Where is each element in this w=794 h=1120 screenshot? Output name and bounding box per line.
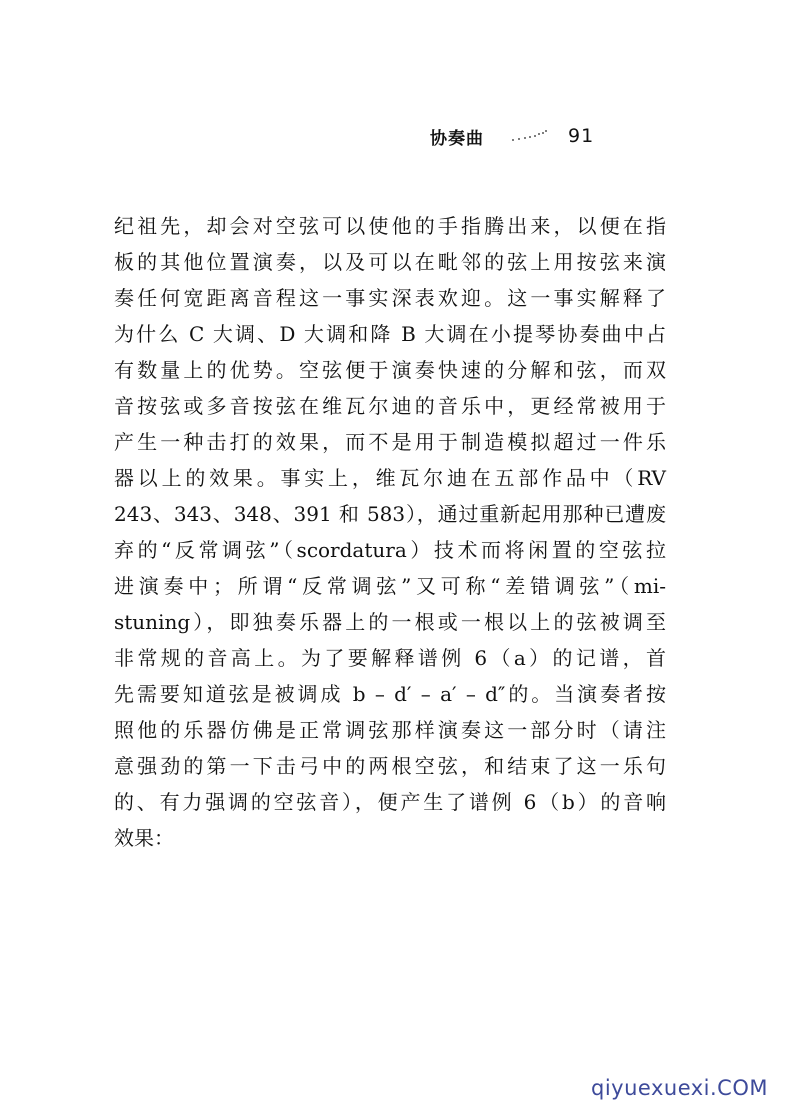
ornament-dots <box>510 129 550 143</box>
text-line: 效果： <box>114 826 174 850</box>
running-title: 协奏曲 <box>430 128 484 149</box>
text-line: 音按弦或多音按弦在维瓦尔迪的音乐中，更经常被用于 <box>114 394 666 418</box>
text-line: 弃的“反常调弦”（scordatura）技术而将闲置的空弦拉 <box>114 538 666 562</box>
text-line: 照他的乐器仿佛是正常调弦那样演奏这一部分时（请注 <box>114 718 666 742</box>
text-line: 奏任何宽距离音程这一事实深表欢迎。这一事实解释了 <box>114 286 666 310</box>
body-paragraph <box>114 208 666 856</box>
text-line: 非常规的音高上。为了要解释谱例 6（a）的记谱，首 <box>114 646 666 670</box>
text-line: 意强劲的第一下击弓中的两根空弦，和结束了这一乐句 <box>114 754 666 778</box>
text-line: 的、有力强调的空弦音），便产生了谱例 6（b）的音响 <box>114 790 666 814</box>
site-watermark: qiyuexuexi.COM <box>591 1076 768 1100</box>
text-line: 243、343、348、391 和 583），通过重新起用那种已遭废 <box>114 502 666 526</box>
running-head <box>430 122 594 150</box>
text-line: 板的其他位置演奏，以及可以在毗邻的弦上用按弦来演 <box>114 250 666 274</box>
text-line: 有数量上的优势。空弦便于演奏快速的分解和弦，而双 <box>114 358 666 382</box>
text-line: 进演奏中；所谓“反常调弦”又可称“差错调弦”（mi- <box>114 574 666 598</box>
text-line: 器以上的效果。事实上，维瓦尔迪在五部作品中（RV <box>114 466 666 490</box>
text-line: 纪祖先，却会对空弦可以使他的手指腾出来，以便在指 <box>114 214 666 238</box>
page-number: 91 <box>568 125 595 147</box>
text-line: 为什么 C 大调、D 大调和降 B 大调在小提琴协奏曲中占 <box>114 322 666 346</box>
text-line: stuning），即独奏乐器上的一根或一根以上的弦被调至 <box>114 610 666 634</box>
text-line: 先需要知道弦是被调成 b – d′ – a′ – d″的。当演奏者按 <box>114 682 666 706</box>
text-line: 产生一种击打的效果，而不是用于制造模拟超过一件乐 <box>114 430 666 454</box>
